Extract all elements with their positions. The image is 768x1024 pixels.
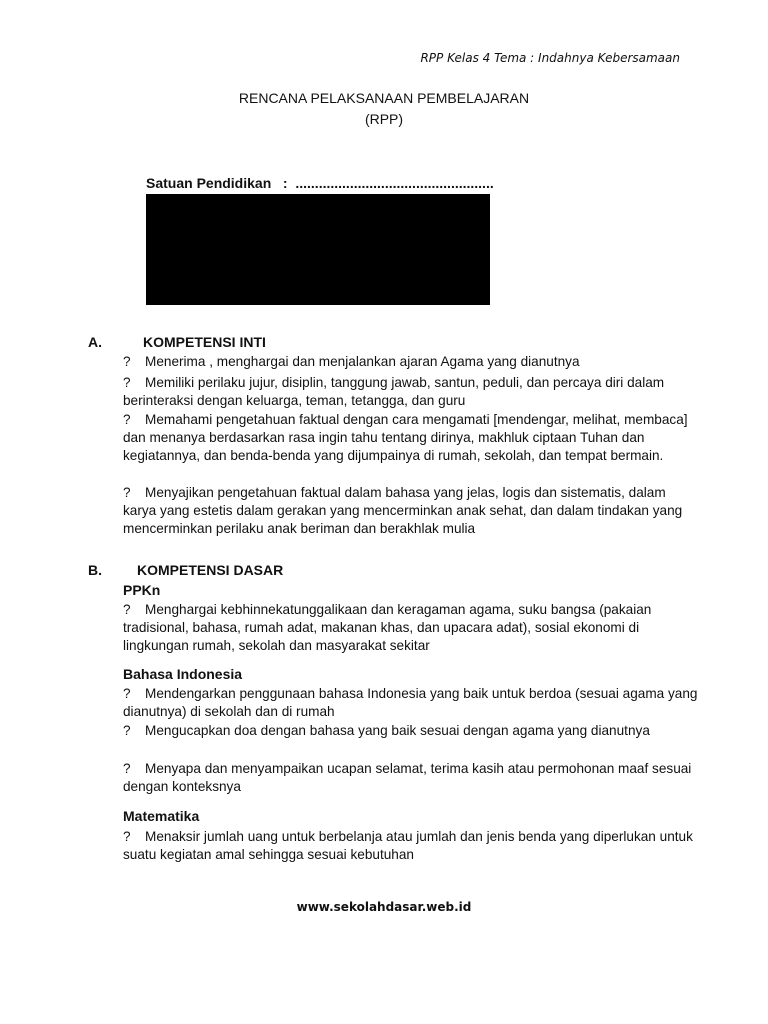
list-item bbox=[123, 411, 698, 465]
item-text: Menyapa dan menyampaikan ucapan selamat, terima kasih atau permohonan maaf sesuai dengan konteksnya bbox=[123, 761, 692, 794]
bullet-glyph: ? bbox=[123, 761, 131, 776]
bullet-glyph: ? bbox=[123, 485, 131, 500]
subject-heading-bahasa-indonesia: Bahasa Indonesia bbox=[123, 666, 243, 682]
item-text: Mendengarkan penggunaan bahasa Indonesia yang baik untuk berdoa (sesuai agama yang dianutnya) di sekolah dan di rumah bbox=[123, 686, 698, 719]
redacted-block bbox=[146, 194, 490, 305]
item-text: Memahami pengetahuan faktual dengan cara mengamati [mendengar, melihat, membaca] dan menanya berdasarkan rasa ingin tahu tentang dirinya, makhluk ciptaan Tuhan dan kegiatannya, dan benda-benda yang dijumpainya di rumah, sekolah, dan tempat bermain. bbox=[123, 412, 688, 463]
list-item bbox=[123, 760, 698, 796]
section-b-letter: B. bbox=[88, 562, 102, 578]
list-item bbox=[123, 828, 698, 864]
item-text: Memiliki perilaku jujur, disiplin, tanggung jawab, santun, peduli, dan percaya diri dalam berinteraksi dengan keluarga, teman, tetangga, dan guru bbox=[123, 375, 665, 408]
bullet-glyph: ? bbox=[123, 375, 131, 390]
subject-heading-ppkn: PPKn bbox=[123, 582, 161, 598]
list-item bbox=[123, 484, 698, 538]
document-subtitle: (RPP) bbox=[364, 111, 404, 127]
item-text: Mengucapkan doa dengan bahasa yang baik sesuai dengan agama yang dianutnya bbox=[145, 723, 650, 738]
section-b-title: KOMPETENSI DASAR bbox=[137, 562, 284, 578]
subject-heading-matematika: Matematika bbox=[123, 808, 200, 824]
section-a-letter: A. bbox=[88, 334, 102, 350]
running-header: RPP Kelas 4 Tema : Indahnya Kebersamaan bbox=[420, 51, 680, 65]
bullet-glyph: ? bbox=[123, 723, 131, 738]
footer-url: www.sekolahdasar.web.id bbox=[296, 900, 472, 914]
item-text: Menaksir jumlah uang untuk berbelanja atau jumlah dan jenis benda yang diperlukan untuk suatu kegiatan amal sehingga sesuai kebutuhan bbox=[123, 829, 693, 862]
list-item bbox=[123, 353, 698, 371]
list-item bbox=[123, 685, 698, 721]
bullet-glyph: ? bbox=[123, 829, 131, 844]
bullet-glyph: ? bbox=[123, 602, 131, 617]
list-item bbox=[123, 722, 698, 740]
item-text: Menyajikan pengetahuan faktual dalam bahasa yang jelas, logis dan sistematis, dalam karya yang estetis dalam gerakan yang mencerminkan anak sehat, dan dalam tindakan yang mencerminkan perilaku anak beriman dan berakhlak mulia bbox=[123, 485, 683, 536]
bullet-glyph: ? bbox=[123, 412, 131, 427]
bullet-glyph: ? bbox=[123, 354, 131, 369]
bullet-glyph: ? bbox=[123, 686, 131, 701]
section-a-title: KOMPETENSI INTI bbox=[143, 334, 266, 350]
satuan-pendidikan-line: Satuan Pendidikan : ................................................... bbox=[146, 175, 494, 191]
item-text: Menghargai kebhinnekatunggalikaan dan keragaman agama, suku bangsa (pakaian tradisional, bahasa, rumah adat, makanan khas, dan upacara adat), sosial ekonomi di lingkungan rumah, sekolah dan masyarakat sekitar bbox=[123, 602, 652, 653]
document-title: RENCANA PELAKSANAAN PEMBELAJARAN bbox=[238, 90, 530, 106]
item-text: Menerima , menghargai dan menjalankan ajaran Agama yang dianutnya bbox=[145, 354, 580, 369]
list-item bbox=[123, 601, 698, 655]
list-item bbox=[123, 374, 698, 410]
